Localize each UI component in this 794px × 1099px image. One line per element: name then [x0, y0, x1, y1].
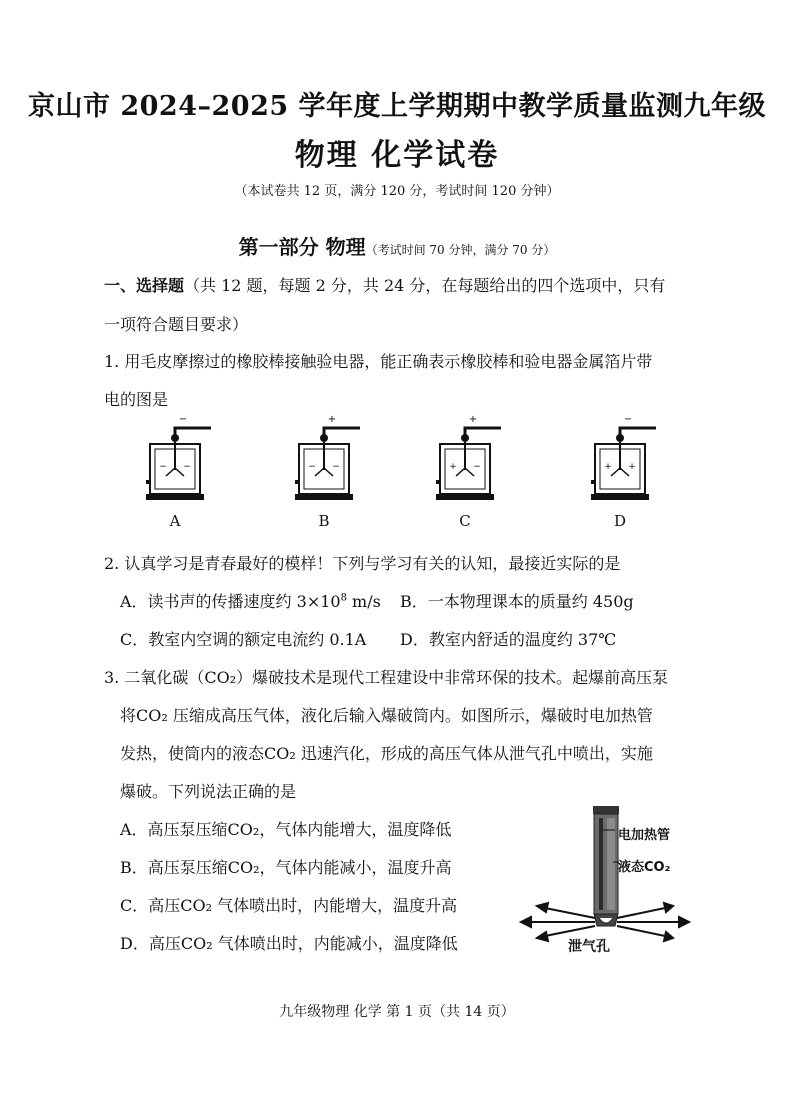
q2-option-a-prefix: A．读书声的传播速度约 3×10	[120, 592, 341, 611]
q2-option-c: C．教室内空调的额定电流约 0.1A	[120, 630, 367, 649]
q3-stem-line1: 3. 二氧化碳（CO₂）爆破技术是现代工程建设中非常环保的技术。起爆前高压泵	[104, 668, 669, 687]
right-leaf-charge-sign: +	[628, 462, 636, 472]
rod-charge-sign: +	[468, 414, 478, 425]
q1-figure-label-c: C	[459, 512, 471, 530]
q1-figure-label-b: B	[318, 512, 330, 530]
side-screw	[295, 480, 298, 484]
part1-instruction-1: （共 12 题，每题 2 分，共 24 分，在每题给出的四个选项中，只有	[184, 276, 666, 295]
q2-option-b: B．一本物理课本的质量约 450g	[400, 592, 634, 611]
part1-instruction-2: 一项符合题目要求）	[104, 315, 249, 334]
q2-option-a-exponent: 8	[340, 592, 347, 604]
side-screw	[436, 480, 439, 484]
metal-knob	[171, 434, 179, 442]
side-screw	[146, 480, 149, 484]
side-screw	[591, 480, 594, 484]
rubber-rod	[324, 428, 360, 438]
gas-arrow-lower-right	[617, 926, 665, 936]
q2-option-d: D．教室内舒适的温度约 37℃	[400, 630, 617, 649]
heater-label: 电加热管	[618, 828, 671, 843]
right-leaf-charge-sign: −	[332, 462, 340, 472]
electroscope-c	[436, 414, 501, 500]
liquid-co2	[607, 818, 615, 910]
q2-option-a-suffix: m/s	[346, 592, 381, 611]
q1-stem-line2: 电的图是	[104, 390, 169, 409]
q1-figure-label-a: A	[169, 512, 181, 530]
left-leaf-charge-sign: +	[604, 462, 612, 472]
gas-arrow-head	[537, 932, 548, 941]
q3-option-c: C．高压CO₂ 气体喷出时，内能增大，温度升高	[120, 896, 458, 915]
gas-arrow-head	[679, 917, 689, 927]
electroscope-base	[146, 494, 204, 500]
electroscope-d	[591, 414, 656, 500]
gas-arrow-head	[664, 932, 673, 941]
q2-stem: 2. 认真学习是青春最好的模样！下列与学习有关的认知，最接近实际的是	[104, 554, 621, 573]
metal-knob	[616, 434, 624, 442]
exam-subject-title: 物理 化学试卷	[294, 138, 500, 173]
rubber-rod	[465, 428, 501, 438]
q2-option-a	[120, 589, 381, 612]
q3-stem-line4: 爆破。下列说法正确的是	[120, 782, 297, 801]
section-note: （考试时间 70 分钟，满分 70 分）	[365, 243, 556, 257]
q3-option-a: A．高压泵压缩CO₂，气体内能增大，温度降低	[120, 820, 452, 839]
part1-heading: 一、选择题	[104, 276, 185, 295]
rod-charge-sign: +	[327, 414, 337, 425]
q3-option-b: B．高压泵压缩CO₂，气体内能减小，温度升高	[120, 858, 452, 877]
q1-figures	[130, 410, 670, 510]
q3-option-d: D．高压CO₂ 气体喷出时，内能减小，温度降低	[120, 934, 458, 953]
tube-cap	[593, 806, 619, 814]
section-heading	[0, 231, 794, 260]
q3-stem-line2: 将CO₂ 压缩成高压气体，液化后输入爆破筒内。如图所示，爆破时电加热管	[120, 706, 653, 725]
electroscope-a	[146, 414, 211, 500]
electroscope-b	[295, 414, 360, 500]
electroscope-base	[591, 494, 649, 500]
gas-arrow-lower-left	[545, 926, 595, 936]
q1-figure-label-d: D	[613, 512, 627, 530]
right-leaf-charge-sign: −	[473, 462, 481, 472]
electroscope-base	[436, 494, 494, 500]
exam-title: 京山市 2024–2025 学年度上学期期中教学质量监测九年级	[27, 91, 767, 122]
q3-stem-line3: 发热，使筒内的液态CO₂ 迅速汽化，形成的高压气体从泄气孔中喷出，实施	[120, 744, 653, 763]
liquid-co2-label: 液态CO₂	[618, 860, 671, 875]
q3-blasting-tube-figure	[515, 800, 715, 960]
vent-label: 泄气孔	[568, 939, 610, 955]
rubber-rod	[175, 428, 211, 438]
rod-charge-sign: −	[623, 414, 633, 425]
metal-knob	[320, 434, 328, 442]
page-footer: 九年级物理 化学 第 1 页（共 14 页）	[279, 1004, 515, 1020]
left-leaf-charge-sign: −	[159, 462, 167, 472]
right-leaf-charge-sign: −	[183, 462, 191, 472]
left-leaf-charge-sign: −	[308, 462, 316, 472]
electroscope-base	[295, 494, 353, 500]
gas-arrow-head	[664, 903, 673, 912]
gas-arrow-head	[521, 917, 531, 927]
section-title: 第一部分 物理	[238, 235, 366, 259]
rod-charge-sign: −	[178, 414, 188, 425]
metal-knob	[461, 434, 469, 442]
rubber-rod	[620, 428, 656, 438]
gas-arrow-head	[537, 903, 548, 912]
exam-note: （本试卷共 12 页，满分 120 分，考试时间 120 分钟）	[234, 184, 560, 199]
heater-rod	[599, 818, 603, 910]
left-leaf-charge-sign: +	[449, 462, 457, 472]
gas-arrow-upper-left	[545, 908, 595, 918]
q1-stem-line1: 1. 用毛皮摩擦过的橡胶棒接触验电器，能正确表示橡胶棒和验电器金属箔片带	[104, 352, 653, 371]
gas-arrow-upper-right	[617, 908, 665, 918]
part1-heading-line	[104, 273, 665, 296]
